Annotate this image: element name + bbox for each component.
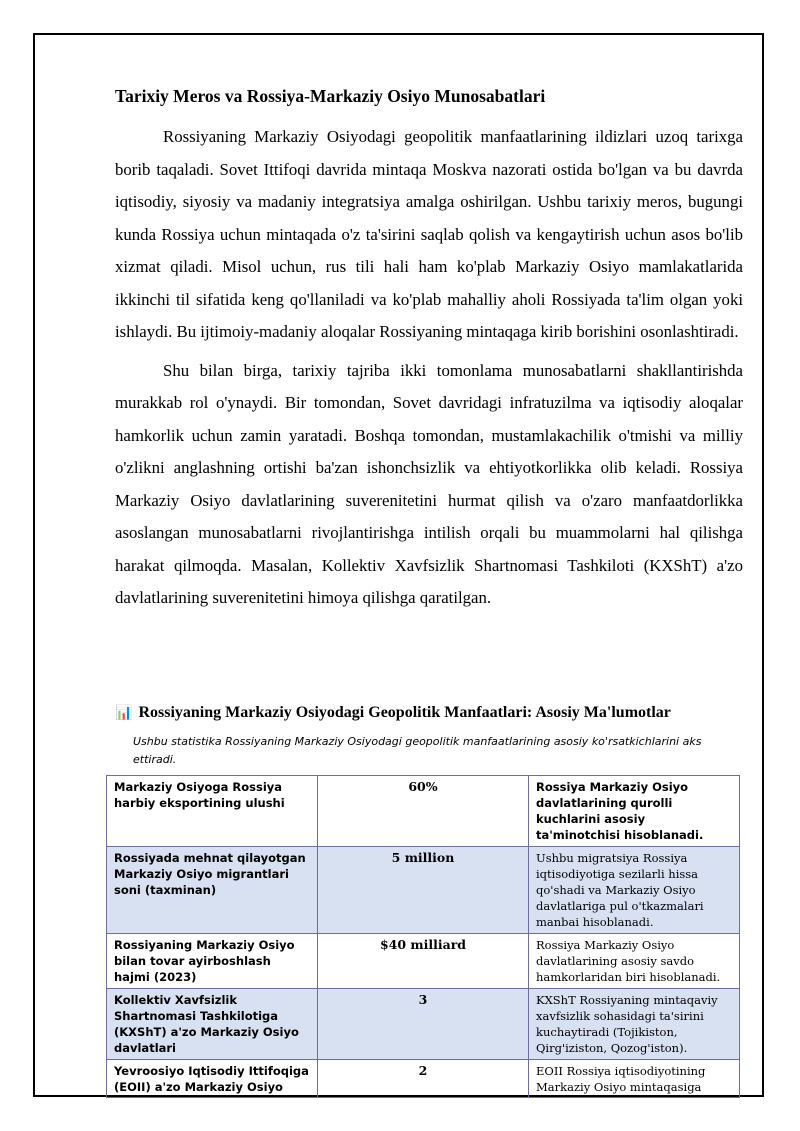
table-row [107,847,740,934]
row-note-text: EOII Rossiya iqtisodiyotining Markaziy Osiyo mintaqasiga [536,1064,706,1094]
row-label: Kollektiv Xavfsizlik Shartnomasi Tashkilotiga (KXShT) a'zo Markaziy Osiyo davlatlari [107,989,318,1060]
row-note: Rossiya Markaziy Osiyo davlatlarining qurolli kuchlarini asosiy ta'minotchisi hisoblanadi. [529,776,740,847]
stats-title [115,704,755,722]
document-body [115,86,743,621]
row-note: KXShT Rossiyaning mintaqaviy xavfsizlik sohasidagi ta'sirini kuchaytiradi (Tojikiston, Qirg'iziston, Qozog'iston). [529,989,740,1060]
table-row [107,1060,740,1098]
bar-chart-icon: 📊 [115,706,133,721]
stats-description: Ushbu statistika Rossiyaning Markaziy Osiyodagi geopolitik manfaatlarining asosiy ko'rsatkichlarini aks ettiradi. [133,735,702,766]
row-label: Rossiyaning Markaziy Osiyo bilan tovar ayirboshlash hajmi (2023) [107,934,318,989]
section-heading: Tarixiy Meros va Rossiya-Markaziy Osiyo Munosabatlari [115,86,546,106]
row-label: Markaziy Osiyoga Rossiya harbiy eksportining ulushi [107,776,318,847]
row-value [318,1060,529,1098]
row-note [529,1060,740,1098]
row-label: Rossiyada mehnat qilayotgan Markaziy Osiyo migrantlari soni (taxminan) [107,847,318,934]
paragraph-2: Shu bilan birga, tarixiy tajriba ikki tomonlama munosabatlarni shakllantirishda murakkab rol o'ynaydi. Bir tomondan, Sovet davridagi infratuzilma va iqtisodiy aloqalar hamkorlik uchun zamin yaratadi. Boshqa tomondan, mustamlakachilik o'tmishi va milliy o'zlikni anglashning ortishi ba'zan ishonchsizlik va ehtiyotkorlikka olib keladi. Rossiya Markaziy Osiyo davlatlarining suverenitetini hurmat qilish va o'zaro manfaatdorlikka asoslangan munosabatlarni rivojlantirishga intilish orqali bu muammolarni hal qilishga harakat qilmoqda. Masalan, Kollektiv Xavfsizlik Shartnomasi Tashkiloti (KXShT) a'zo davlatlarining suverenitetini himoya qilishga qaratilgan. [115,360,743,607]
row-value-text: 2 [418,1063,428,1078]
stats-title-text: Rossiyaning Markaziy Osiyodagi Geopolitik Manfaatlari: Asosiy Ma'lumotlar [138,704,671,721]
table-row [107,776,740,847]
row-note: Ushbu migratsiya Rossiya iqtisodiyotiga sezilarli hissa qo'shadi va Markaziy Osiyo davlatlariga pul o'tkazmalari manbai hisoblanadi. [529,847,740,934]
row-note: Rossiya Markaziy Osiyo davlatlarining asosiy savdo hamkorlaridan biri hisoblanadi. [529,934,740,989]
row-label [107,1060,318,1098]
table-row [107,934,740,989]
table-row [107,989,740,1060]
row-value: $40 milliard [318,934,529,989]
row-value: 5 million [318,847,529,934]
stats-table [106,775,740,1098]
row-value: 60% [318,776,529,847]
row-label-text: Yevroosiyo Iqtisodiy Ittifoqiga (EOII) a'zo Markaziy Osiyo [114,1064,309,1094]
row-value: 3 [318,989,529,1060]
paragraph-1: Rossiyaning Markaziy Osiyodagi geopolitik manfaatlarining ildizlari uzoq tarixga borib taqaladi. Sovet Ittifoqi davrida mintaqa Moskva nazorati ostida bo'lgan va bu davrda iqtisodiy, siyosiy va madaniy integratsiya amalga oshirilgan. Ushbu tarixiy meros, bugungi kunda Rossiya uchun mintaqada o'z ta'sirini saqlab qolish va kengaytirish uchun asos bo'lib xizmat qiladi. Misol uchun, rus tili hali ham ko'plab Markaziy Osiyo mamlakatlarida ikkinchi til sifatida keng qo'llaniladi va ko'plab mahalliy aholi Rossiyada ta'lim olgan yoki ishlaydi. Bu ijtimoiy-madaniy aloqalar Rossiyaning mintaqaga kirib borishini osonlashtiradi. [115,127,743,341]
